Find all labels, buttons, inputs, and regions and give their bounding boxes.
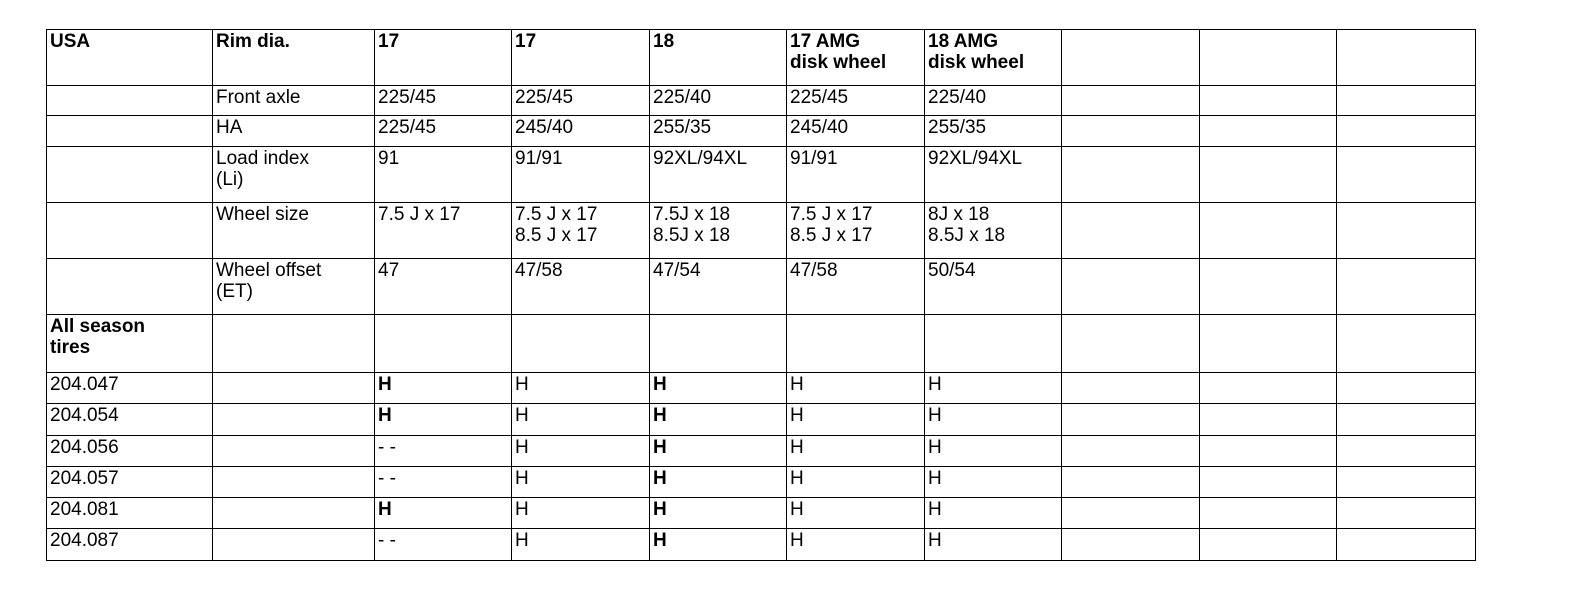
table-cell: H xyxy=(512,404,650,436)
table-row xyxy=(47,529,1476,561)
table-cell: H xyxy=(512,467,650,498)
row-label: Wheel size xyxy=(213,203,375,259)
empty-cell xyxy=(47,203,213,259)
table-cell: H xyxy=(512,529,650,561)
table-row xyxy=(47,404,1476,436)
empty-cell xyxy=(213,373,375,404)
table-cell: 7.5J x 18 8.5J x 18 xyxy=(650,203,787,259)
empty-cell xyxy=(1062,529,1200,561)
empty-cell xyxy=(47,116,213,147)
table-cell: 255/35 xyxy=(925,116,1062,147)
empty-cell xyxy=(1200,467,1337,498)
table-row xyxy=(47,436,1476,467)
column-header: 18 AMG disk wheel xyxy=(925,30,1062,86)
empty-cell xyxy=(1200,203,1337,259)
table-cell: H xyxy=(512,436,650,467)
table-row xyxy=(47,259,1476,315)
table-cell: H xyxy=(925,404,1062,436)
empty-cell xyxy=(213,404,375,436)
table-cell: H xyxy=(925,467,1062,498)
empty-cell xyxy=(1062,467,1200,498)
empty-cell xyxy=(1337,315,1476,373)
empty-cell xyxy=(1200,116,1337,147)
empty-cell xyxy=(1337,86,1476,116)
table-cell: 245/40 xyxy=(787,116,925,147)
model-code: 204.056 xyxy=(47,436,213,467)
table-cell: - - xyxy=(375,467,512,498)
row-label: Wheel offset (ET) xyxy=(213,259,375,315)
empty-cell xyxy=(213,529,375,561)
empty-cell xyxy=(213,436,375,467)
table-cell: H xyxy=(787,529,925,561)
empty-cell xyxy=(1062,373,1200,404)
table-cell: 225/40 xyxy=(925,86,1062,116)
empty-cell xyxy=(1337,203,1476,259)
table-cell: 225/40 xyxy=(650,86,787,116)
section-label: All season tires xyxy=(47,315,213,373)
empty-cell xyxy=(1062,404,1200,436)
empty-cell xyxy=(1337,147,1476,203)
model-code: 204.057 xyxy=(47,467,213,498)
table-row xyxy=(47,373,1476,404)
table-cell: H xyxy=(787,436,925,467)
column-header: 18 xyxy=(650,30,787,86)
table-cell: H xyxy=(650,498,787,529)
empty-cell xyxy=(1337,116,1476,147)
empty-cell xyxy=(1200,373,1337,404)
empty-cell xyxy=(650,315,787,373)
table-cell: 225/45 xyxy=(375,116,512,147)
table-cell: H xyxy=(925,373,1062,404)
table-cell: 92XL/94XL xyxy=(650,147,787,203)
empty-cell xyxy=(1337,404,1476,436)
table-cell: H xyxy=(375,498,512,529)
table-cell: H xyxy=(650,436,787,467)
table-row xyxy=(47,498,1476,529)
table-cell: H xyxy=(650,373,787,404)
table-cell: 91 xyxy=(375,147,512,203)
model-code: 204.047 xyxy=(47,373,213,404)
model-code: 204.081 xyxy=(47,498,213,529)
empty-cell xyxy=(1062,203,1200,259)
table-cell: 225/45 xyxy=(787,86,925,116)
table-cell: H xyxy=(925,529,1062,561)
table-cell: 7.5 J x 17 8.5 J x 17 xyxy=(787,203,925,259)
empty-cell xyxy=(512,315,650,373)
region-header: USA xyxy=(47,30,213,86)
empty-cell xyxy=(1200,498,1337,529)
empty-cell xyxy=(1062,86,1200,116)
empty-cell xyxy=(1337,373,1476,404)
table-cell: 91/91 xyxy=(787,147,925,203)
table-cell: 47/58 xyxy=(512,259,650,315)
table-cell: H xyxy=(787,404,925,436)
table-cell: H xyxy=(512,498,650,529)
column-header: 17 xyxy=(512,30,650,86)
row-label: HA xyxy=(213,116,375,147)
table-cell: 225/45 xyxy=(512,86,650,116)
table-row xyxy=(47,467,1476,498)
empty-cell xyxy=(213,498,375,529)
table-cell: 50/54 xyxy=(925,259,1062,315)
column-header: 17 AMG disk wheel xyxy=(787,30,925,86)
table-cell: H xyxy=(787,467,925,498)
empty-cell xyxy=(787,315,925,373)
table-cell: 47/54 xyxy=(650,259,787,315)
table-row xyxy=(47,86,1476,116)
empty-cell xyxy=(1200,259,1337,315)
row-label: Load index (Li) xyxy=(213,147,375,203)
empty-cell xyxy=(1062,116,1200,147)
table-cell: 8J x 18 8.5J x 18 xyxy=(925,203,1062,259)
empty-cell xyxy=(1200,404,1337,436)
empty-cell xyxy=(1062,259,1200,315)
table-row xyxy=(47,203,1476,259)
empty-cell xyxy=(1337,498,1476,529)
table-cell: H xyxy=(512,373,650,404)
row-label: Front axle xyxy=(213,86,375,116)
empty-cell xyxy=(47,86,213,116)
empty-cell xyxy=(1337,529,1476,561)
empty-cell xyxy=(213,467,375,498)
table-cell: H xyxy=(925,498,1062,529)
model-code: 204.054 xyxy=(47,404,213,436)
empty-cell xyxy=(1337,259,1476,315)
column-header: 17 xyxy=(375,30,512,86)
table-cell: 47 xyxy=(375,259,512,315)
empty-cell xyxy=(375,315,512,373)
table-cell: H xyxy=(650,404,787,436)
empty-cell xyxy=(47,147,213,203)
empty-cell xyxy=(925,315,1062,373)
table-cell: H xyxy=(925,436,1062,467)
table-header-row xyxy=(47,30,1476,86)
table-cell: H xyxy=(787,373,925,404)
empty-cell xyxy=(1200,147,1337,203)
empty-cell xyxy=(1062,315,1200,373)
model-code: 204.087 xyxy=(47,529,213,561)
empty-cell xyxy=(1337,467,1476,498)
empty-cell xyxy=(1200,529,1337,561)
empty-cell xyxy=(1200,30,1337,86)
empty-cell xyxy=(1200,436,1337,467)
table-cell: 7.5 J x 17 8.5 J x 17 xyxy=(512,203,650,259)
table-cell: 255/35 xyxy=(650,116,787,147)
table-cell: - - xyxy=(375,436,512,467)
empty-cell xyxy=(1062,436,1200,467)
table-cell: 225/45 xyxy=(375,86,512,116)
table-cell: 47/58 xyxy=(787,259,925,315)
empty-cell xyxy=(1337,436,1476,467)
table-cell: 92XL/94XL xyxy=(925,147,1062,203)
table-cell: H xyxy=(375,404,512,436)
empty-cell xyxy=(213,315,375,373)
table-row xyxy=(47,147,1476,203)
empty-cell xyxy=(1200,86,1337,116)
empty-cell xyxy=(47,259,213,315)
table-cell: H xyxy=(787,498,925,529)
empty-cell xyxy=(1062,498,1200,529)
table-cell: 7.5 J x 17 xyxy=(375,203,512,259)
table-cell: H xyxy=(650,529,787,561)
table-row xyxy=(47,116,1476,147)
empty-cell xyxy=(1200,315,1337,373)
table-cell: 91/91 xyxy=(512,147,650,203)
empty-cell xyxy=(1062,147,1200,203)
rim-diameter-header: Rim dia. xyxy=(213,30,375,86)
section-header-row xyxy=(47,315,1476,373)
empty-cell xyxy=(1062,30,1200,86)
empty-cell xyxy=(1337,30,1476,86)
table-cell: H xyxy=(375,373,512,404)
table-cell: - - xyxy=(375,529,512,561)
tire-specification-table xyxy=(46,29,1476,561)
table-cell: 245/40 xyxy=(512,116,650,147)
table-cell: H xyxy=(650,467,787,498)
